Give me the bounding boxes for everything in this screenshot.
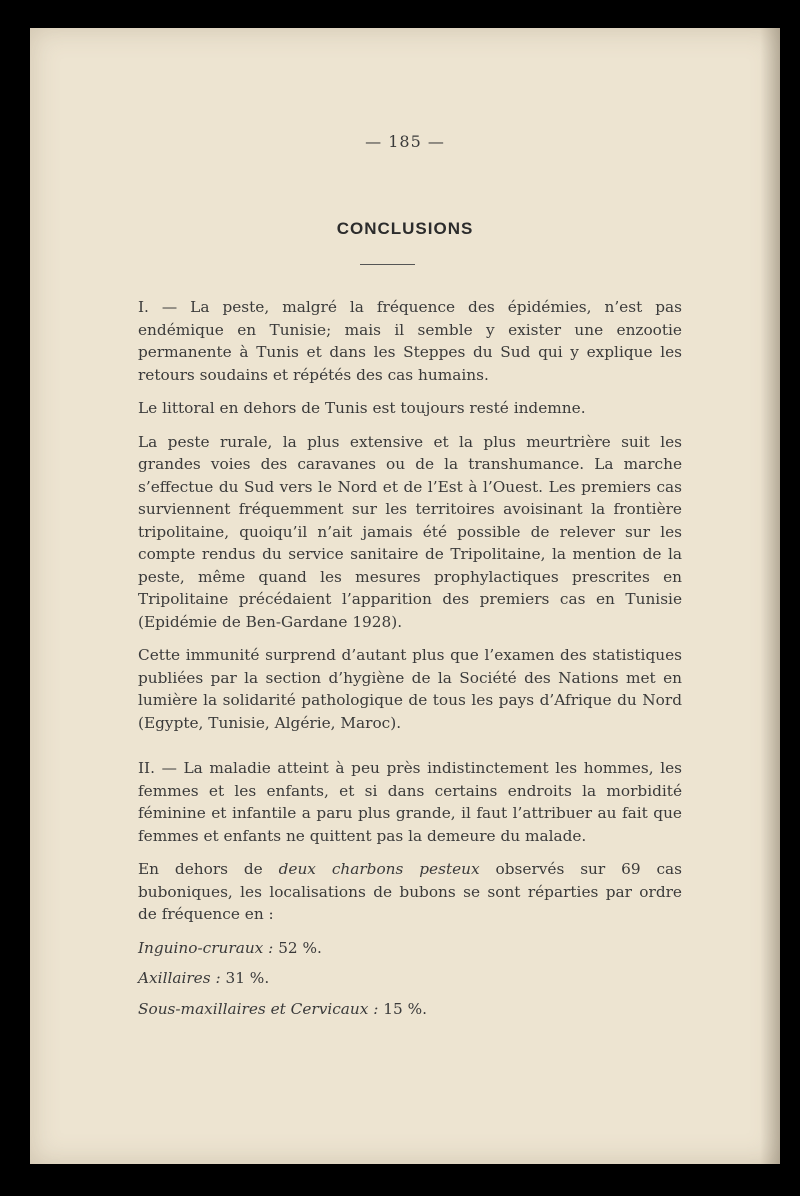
paragraph-3: La peste rurale, la plus extensive et la plus meurtrière suit les grandes voies des caravanes ou de la transhumance. La marche s’effectue du Sud vers le Nord et de l’Est à l’Ouest. Les premiers cas surviennent fréquemment sur les territoires avoisinant la frontière tripolitaine, quoiqu’il n’ait jamais été possible de relever sur les compte rendus du service sanitaire de Tripolitaine, la mention de la peste, même quand les mesures prophylactiques prescrites en Tripolitaine précédaient l’apparition des premiers cas en Tunisie (Epidémie de Ben-Gardane 1928). <box>138 432 682 631</box>
list-item-value: 31 %. <box>220 969 270 987</box>
paragraph-2: Le littoral en dehors de Tunis est toujours resté indemne. <box>138 399 586 417</box>
paragraph-1: I. — La peste, malgré la fréquence des épidémies, n’est pas endémique en Tunisie; mais il semble y exister une enzootie permanente à Tunis et dans les Steppes du Sud qui y explique les retours soudains et répétés des cas humains. <box>138 298 682 384</box>
paragraph-6 <box>138 858 682 926</box>
paragraph-4: Cette immunité surprend d’autant plus que l’examen des statistiques publiées par la section d’hygiène de la Société des Nations met en lumière la solidarité pathologique de tous les pays d’Afrique du Nord (Egypte, Tunisie, Algérie, Maroc). <box>138 646 682 732</box>
book-page <box>30 28 780 1164</box>
page-number: — 185 — <box>365 132 445 151</box>
list-item-value: 15 %. <box>378 999 428 1018</box>
paragraph-6-emphasis: deux charbons pesteux <box>278 860 480 878</box>
paragraph-6-end: observés sur 69 cas buboniques, les localisations de bubons se sont réparties par ordre de fréquence en : <box>138 860 682 923</box>
list-item <box>138 937 682 960</box>
list-item-value: 52 %. <box>273 938 322 957</box>
paragraph-6-start: En dehors de <box>138 860 279 878</box>
list-item-label: Inguino-cruraux : <box>138 938 274 957</box>
list-item-label: Sous-maxillaires et Cervicaux : <box>138 999 379 1018</box>
list-item <box>138 967 682 990</box>
list-item <box>138 998 682 1021</box>
body-text <box>138 296 682 1028</box>
page-title: CONCLUSIONS <box>336 219 474 238</box>
paragraph-5: II. — La maladie atteint à peu près indistinctement les hommes, les femmes et les enfants, et si dans certains endroits la morbidité féminine et infantile a paru plus grande, il faut l’attribuer au fait que femmes et enfants ne quittent pas la demeure du malade. <box>138 759 682 845</box>
list-item-label: Axillaires : <box>138 969 221 987</box>
heading-divider <box>360 264 415 265</box>
